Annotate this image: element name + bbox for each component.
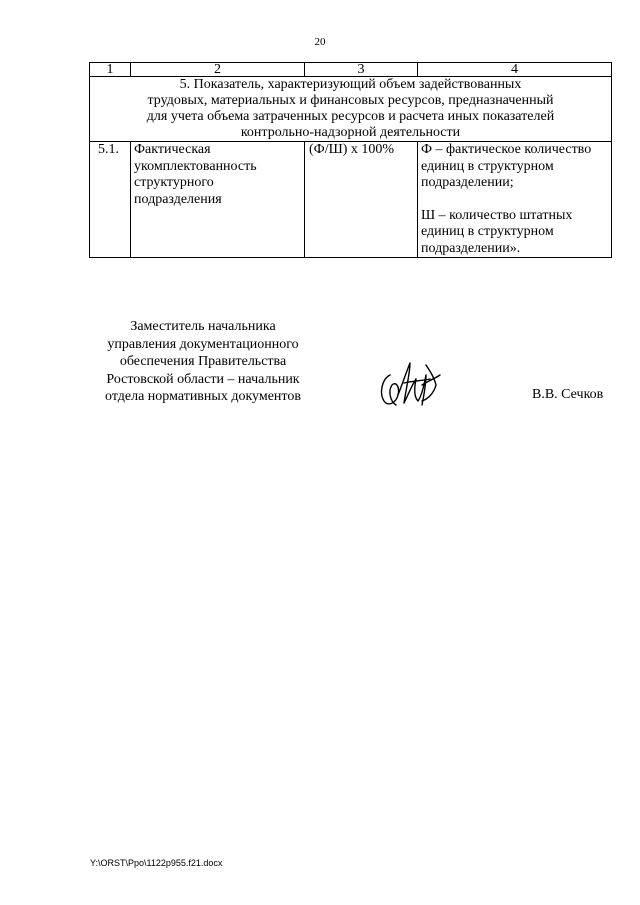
section-title-line: трудовых, материальных и финансовых ресурсов, предназначенный	[147, 93, 554, 108]
handwritten-signature	[376, 355, 448, 411]
signatory-position	[90, 318, 316, 406]
section-title-line: для учета объема затраченных ресурсов и расчета иных показателей	[146, 109, 555, 124]
position-line: обеспечения Правительства	[119, 354, 287, 369]
position-line: управления документационного	[107, 336, 299, 352]
indicator-formula: (Ф/Ш) х 100%	[305, 142, 418, 258]
section-row	[90, 77, 612, 142]
section-title-line: контрольно-надзорной деятельности	[240, 125, 461, 140]
note-f: Ф – фактическое количество единиц в структурном подразделении;	[421, 142, 592, 190]
header-cell-1: 1	[90, 63, 131, 77]
row-number: 5.1.	[90, 142, 131, 258]
page-number: 20	[314, 36, 326, 48]
indicator-notes	[418, 142, 612, 258]
signer-name: В.В. Сечков	[532, 387, 604, 402]
file-path: Y:\ORST\Ppo\1122p955.f21.docx	[90, 858, 223, 868]
section-title-line: 5. Показатель, характеризующий объем задействованных	[179, 77, 522, 92]
indicator-table	[89, 62, 612, 258]
header-cell-4: 4	[418, 63, 612, 77]
position-line: Заместитель начальника	[130, 319, 276, 334]
indicator-name: Фактическая укомплектованность структурного подразделения	[131, 142, 305, 258]
table-header-row	[90, 63, 612, 77]
note-sh: Ш – количество штатных единиц в структурном подразделении».	[421, 207, 573, 256]
header-cell-2: 2	[131, 63, 305, 77]
position-line: отдела нормативных документов	[105, 389, 301, 404]
table-row	[90, 142, 612, 258]
section-title	[90, 77, 612, 142]
header-cell-3: 3	[305, 63, 418, 77]
position-line: Ростовской области – начальник	[106, 371, 300, 387]
